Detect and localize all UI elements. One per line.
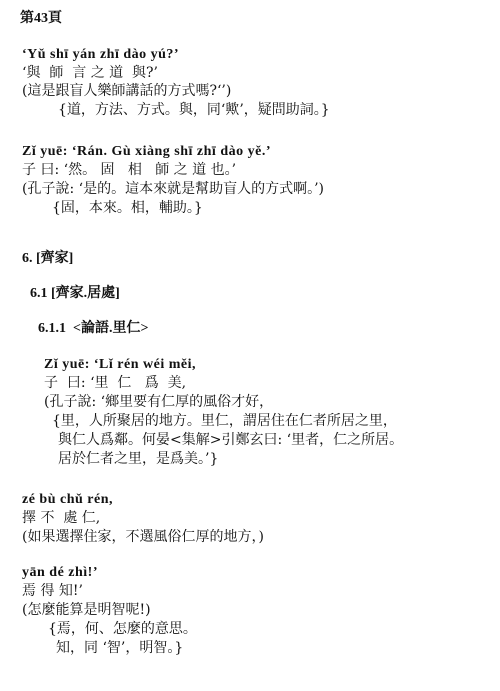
passage-note-2: {固，本來。相，輔助。} xyxy=(52,200,203,216)
passage-translation-5: (怎麼能算是明智呢!) xyxy=(22,602,151,618)
passage-text-5: 焉 得 知!’ xyxy=(22,583,83,599)
passage-text-2: 子 曰: ‘然。 固 相 師 之 道 也。’ xyxy=(22,162,237,178)
passage-pinyin-4: zé bù chǔ rén, xyxy=(22,492,113,507)
passage-pinyin-3: Zǐ yuē: ‘Lǐ rén wéi měi, xyxy=(44,357,196,372)
passage-text-4: 擇 不 處 仁, xyxy=(22,510,101,526)
passage-pinyin-1: ‘Yǔ shī yán zhī dào yú?’ xyxy=(22,47,180,62)
passage-note-5-line-2: 知，同 ‘智’，明智。} xyxy=(56,640,184,656)
passage-note-1: {道，方法、方式。與，同‘歟’，疑問助詞。} xyxy=(58,102,330,118)
passage-note-5-line-1: {焉，何、怎麼的意思。 xyxy=(48,621,197,637)
passage-translation-2: (孔子說: ‘是的。這本來就是幫助盲人的方式啊。’) xyxy=(22,181,324,197)
passage-pinyin-2: Zǐ yuē: ‘Rán. Gù xiàng shī zhī dào yě.’ xyxy=(22,144,271,159)
passage-translation-1: (這是跟盲人樂師講話的方式嗎?‘’) xyxy=(22,83,232,99)
passage-note-3-line-1: {里，人所聚居的地方。里仁，謂居住在仁者所居之里， xyxy=(52,413,397,429)
passage-note-3-line-3: 居於仁者之里，是爲美。’} xyxy=(58,451,219,467)
passage-note-3-line-2: 與仁人爲鄰。何晏<集解>引鄭玄曰: ‘里者，仁之所居。 xyxy=(58,432,404,448)
passage-pinyin-5: yān dé zhì!’ xyxy=(22,565,98,580)
passage-text-3: 子 曰: ‘里 仁 爲 美, xyxy=(44,375,187,391)
page-header: 第43頁 xyxy=(20,11,62,26)
section-heading: 6. [齊家] xyxy=(22,251,74,266)
subsection-heading: 6.1 [齊家.居處] xyxy=(30,286,120,301)
subsubsection-heading: 6.1.1 <論語.里仁> xyxy=(38,321,149,336)
passage-translation-4: (如果選擇住家，不選風俗仁厚的地方，) xyxy=(22,529,264,545)
passage-text-1: ‘與 師 言 之 道 與?’ xyxy=(22,65,159,81)
passage-translation-3: (孔子說: ‘鄉里要有仁厚的風俗才好， xyxy=(44,394,274,410)
